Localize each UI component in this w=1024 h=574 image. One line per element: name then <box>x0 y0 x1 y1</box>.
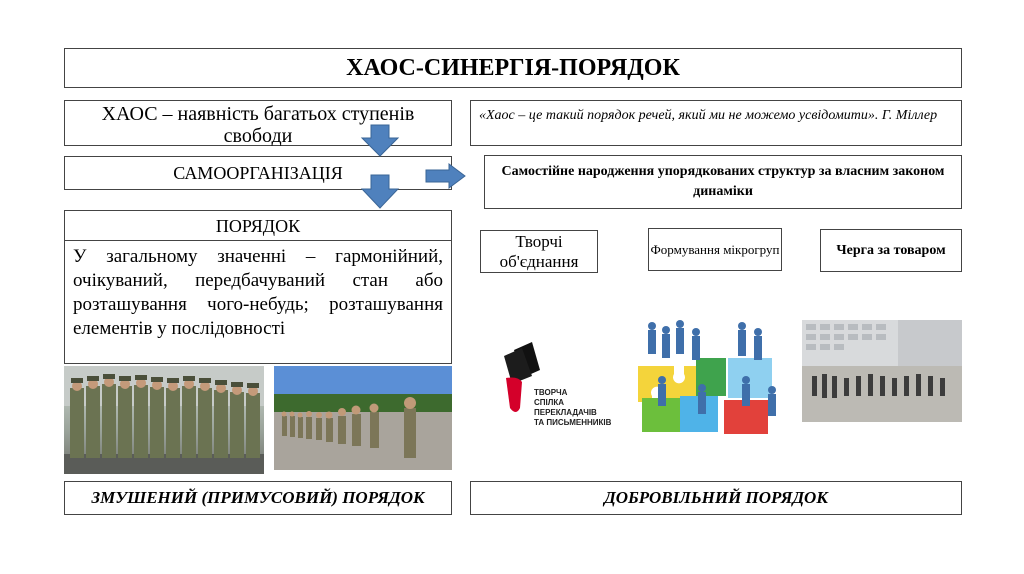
queue-photo-image <box>802 320 962 422</box>
voluntary-order-box <box>470 481 962 515</box>
right-arrow-icon <box>425 163 467 189</box>
queue-box <box>820 229 962 272</box>
creative-unions-text: Творчі об'єднання <box>499 231 579 271</box>
page-title: ХАОС-СИНЕРГІЯ-ПОРЯДОК <box>64 48 962 88</box>
logo-text-line: ПЕРЕКЛАДАЧІВ <box>534 408 597 417</box>
down-arrow-icon <box>360 124 400 158</box>
quote-text: «Хаос – це такий порядок речей, який ми не можемо усвідомити». Г. Міллер <box>479 108 938 123</box>
self-description-text: Самостійне народження упорядкованих структур за власним законом динаміки <box>501 164 945 199</box>
creative-union-logo <box>492 336 624 440</box>
chaos-text: ХАОС – наявність багатьох ступенів свободи <box>101 103 415 147</box>
queue-text: Черга за товаром <box>836 242 946 258</box>
creative-unions-box <box>480 230 598 273</box>
self-description-box <box>484 155 962 209</box>
forced-order-text: ЗМУШЕНИЙ (ПРИМУСОВИЙ) ПОРЯДОК <box>91 488 425 507</box>
order-definition-text: У загальному значенні – гармонійний, очікуваний, передбачуваний стан або розташування чого-небудь; розташування елементів у послідовності <box>73 246 443 339</box>
logo-text-line: СПІЛКА <box>534 398 565 407</box>
quote-box <box>470 100 962 146</box>
voluntary-order-text: ДОБРОВІЛЬНИЙ ПОРЯДОК <box>604 488 828 507</box>
logo-text-line: ТВОРЧА <box>534 388 568 397</box>
order-box <box>64 210 452 242</box>
down-arrow-icon <box>360 174 400 210</box>
microgroups-text: Формування мікрогруп <box>650 242 780 257</box>
order-text: ПОРЯДОК <box>215 215 301 236</box>
self-organization-text: САМООРГАНІЗАЦІЯ <box>173 162 343 183</box>
forced-order-box <box>64 481 452 515</box>
marching-soldiers-image <box>274 366 452 470</box>
logo-text-line: ТА ПИСЬМЕННИКІВ <box>534 418 612 427</box>
soldiers-formation-image <box>64 366 264 474</box>
order-definition-box <box>64 240 452 364</box>
microgroups-box <box>648 228 782 271</box>
puzzle-people-image <box>632 318 792 436</box>
